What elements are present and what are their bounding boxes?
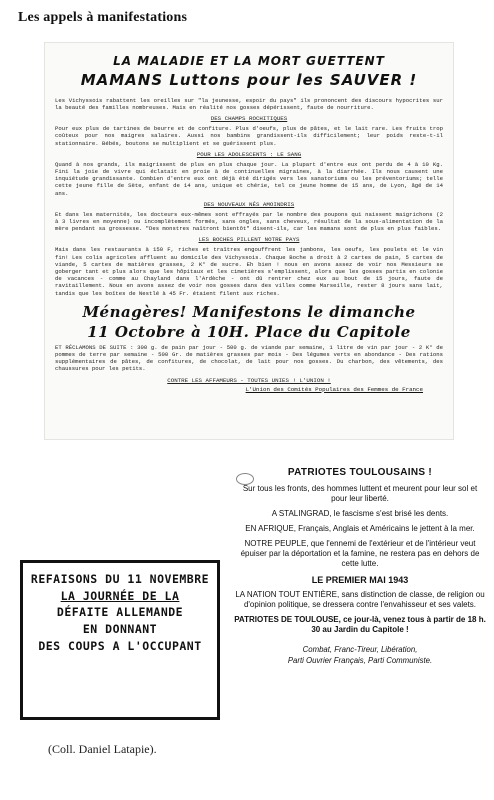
call-to-action-line2: 11 Octobre à 10H. Place du Capitole [87,322,411,341]
signatories-line1: Combat, Franc-Tireur, Libération, [302,645,418,654]
leaflet-intro: Les Vichyssois rabattent les oreilles sur "la jeunesse, espoir du pays" ils prononcent des discours hypocrites sur la beauté des familles nombreuses. Mais en réalité nos gosses dépérissent, faute de nourriture. [55,96,443,111]
section-text: Et dans les maternités, les docteurs eux-mêmes sont effrayés par le nombre des poupons qui naissent maigrichons (2 à 3 livres en moyenne) ou incomplètement formés, sans ongles, sans cheveux, résultat de la sous-alimentation de la mère pendant sa grossesse. "Des monstres naîtront bientôt" disent-ils, car les mamans sont de plus en plus faibles. [55,210,443,233]
page-title: Les appels à manifestations [18,10,188,25]
call-to-action-line1: Ménagères! Manifestons le dimanche [82,302,416,321]
sign-line: LA JOURNÉE DE LA [60,588,180,603]
section-heading: LES BOCHES PILLENT NOTRE PAYS [198,236,300,244]
sign-line: DÉFAITE ALLEMANDE [56,605,184,620]
section-text: Quand à nos grands, ils maigrissent de plus en plus chaque jour. La plupart d'entre eux ont perdu de 4 à 10 Kg. Fini la joie de vivre qui éclatait en proie à de continuelles migraines, à la diarrhée. Ils nous causent une inquiétude grandissante. Combien d'entre eux ont déjà été dirigés vers les sanatoriums ou les préventoriums; telle cette jeune fille de Sète, enfant de 14 ans, unique et chérie, tel ce jeune homme de 15 ans, de Lyon, âgé de 14 ans. [55,160,443,197]
leaflet-paragraph: LA NATION TOUT ENTIÈRE, sans distinction de classe, de religion ou d'opinion politique, se dressera contre l'envahisseur et ses valets. [235,590,485,609]
section-text: Mais dans les restaurants à 150 F, riches et traîtres engouffrent les jambons, les oeufs, les poulets et le vin fin! Les colis agricoles affluent au domicile des Vichyssois. Chaque Boche a droit à 2 cartes de pain, 5 cartes de viande, 5 cartes de matières grasses, 2 K° de sucre. Eh bien ! nous en avons assez de voir nos Messieurs se goberger tant et plus alors que les hôpitaux et les cimetières s'emplissent, alors que les gosses partis en colonie de vacances - comme au Chayland dans l'Ardèche - ont dû rentrer chez eux au bout de 15 jours, faute de ravitaillement. Nous en avons assez de voir nos gosses dans des villes comme Marseille, rester 8 jours sans lait, tandis que les boîtes de Nestlé à 45 Fr. étaient filent aux riches. [55,246,443,297]
leaflet-paragraph: EN AFRIQUE, Français, Anglais et Américains le jettent à la mer. [245,524,475,533]
leaflet-signatories [234,644,486,666]
image-caption: (Coll. Daniel Latapie). [48,742,157,756]
leaflet-patriots-toulouse [234,467,486,792]
sign-line: DES COUPS A L'OCCUPANT [38,638,202,653]
leaflet-date-heading: LE PREMIER MAI 1943 [311,575,409,585]
section-heading: DES NOUVEAUX NÉS AMOINDRIS [203,200,295,208]
leaflet-paragraph: A STALINGRAD, le fascisme s'est brisé les dents. [271,509,449,518]
closing-heading: CONTRE LES AFFAMEURS - TOUTES UNIES ! L'UNION ! [167,376,331,384]
handwritten-sign [20,560,220,720]
section-heading: DES CHAMPS ROCHITIQUES [210,115,288,123]
leaflet-call-paragraph: PATRIOTES DE TOULOUSE, ce jour-là, venez tous à partir de 18 h. 30 au Jardin du Capitole ! [234,615,486,634]
leaflet-title-line1: LA MALADIE ET LA MORT GUETTENT [113,54,385,68]
sign-line: EN DONNANT [82,622,158,637]
leaflet-title: PATRIOTES TOULOUSAINS ! [287,467,433,478]
demands-text: ET RÉCLAMONS DE SUITE : 300 g. de pain par jour - 500 g. de viande par semaine, 1 litre de vin par jour - 2 K° de pommes de terre par semaine - 500 Gr. de matières grasses par mois - Des légumes verts en abondance - Des rations supplémentaires de pâtes, de confitures, de chocolat, de lait pour nos gosses. Du charbon, des vêtements, des chaussures pour les petits. [55,343,443,373]
section-heading: POUR LES ADOLESCENTS : LE SANG [196,150,302,158]
signatories-line2: Parti Ouvrier Français, Parti Communiste. [287,656,433,665]
leaflet-paragraph: NOTRE PEUPLE, que l'ennemi de l'extérieur et de l'intérieur veut épuiser par la déportation et la famine, ne restera pas en dehors de cette lutte. [240,539,480,568]
leaflet-mothers-appeal [44,42,454,440]
sign-line: REFAISONS DU 11 NOVEMBRE [30,572,210,586]
leaflet-paragraph: Sur tous les fronts, des hommes luttent et meurent pour leur sol et pour leur liberté. [242,484,478,503]
leaflet-title-line2: MAMANS Luttons pour les SAUVER ! [80,71,418,90]
section-text: Pour eux plus de tartines de beurre et de confiture. Plus d'oeufs, plus de pâtes, et le lait rare. Les fruits trop coûteux pour nos maigres salaires. Aussi nos bambins grandissent-ils difficilement; leur poids reste-t-il stationnaire. Bébés, boutons se multiplient et se guérissent plus. [55,125,443,147]
leaflet-signature: L'Union des Comités Populaires des Femmes de France [245,385,423,393]
